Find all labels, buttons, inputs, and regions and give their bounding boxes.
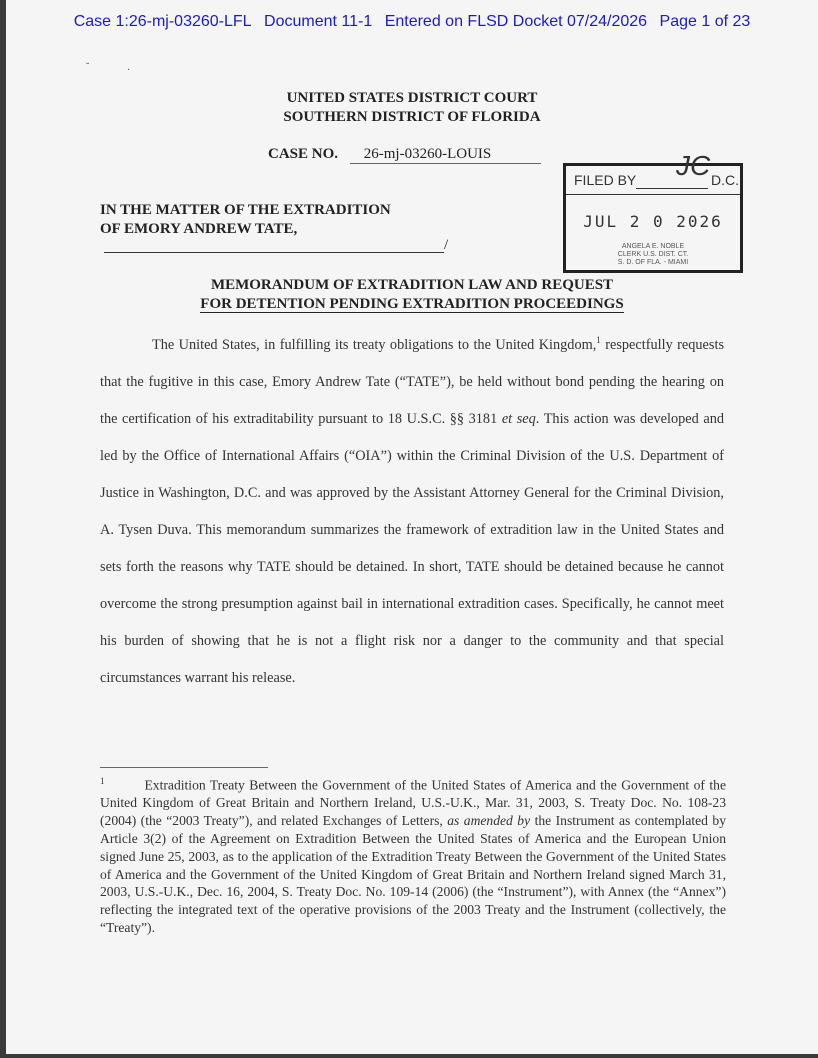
case-number-label: CASE NO. [268,146,339,162]
footnote-mark: 1 [100,776,105,786]
court-name-line1: UNITED STATES DISTRICT COURT [286,90,538,106]
header-entered: Entered on FLSD Docket 07/24/2026 [384,13,648,30]
stamp-filed-by: FILED BY [574,172,637,188]
memo-title-line2 [6,296,818,313]
header-case: Case 1:26-mj-03260-LFL [73,13,252,30]
matter-line2: OF EMORY ANDREW TATE, [100,221,298,237]
header-document: Document 11-1 [264,13,373,30]
document-page [6,0,818,1054]
footnote-text-italic: as amended by [447,813,531,829]
stamp-clerk-line1: ANGELA E. NOBLE [621,243,685,250]
paragraph-text-b: respectfully requests that the fugitive in this case, Emory Andrew Tate (“TATE”), be held without bond pending the hearing on the certification of his extraditability pursuant to 18 U.S.C. §§ 3181 [100,336,725,427]
footnote-reference[interactable]: 1 [596,335,601,345]
memo-body [100,322,724,697]
paragraph-text-a: The United States, in fulfilling its treaty obligations to the United Kingdom, [152,336,597,353]
stamp-clerk-line3: S. D. OF FLA. - MIAMI [617,259,689,266]
caption-rule [104,252,444,253]
stamp-clerk-line2: CLERK U.S. DIST. CT. [617,251,689,258]
filed-stamp [563,150,743,273]
court-name-line2: SOUTHERN DISTRICT OF FLORIDA [283,109,541,125]
memo-title-line1: MEMORANDUM OF EXTRADITION LAW AND REQUEST [210,277,614,293]
stamp-date: JUL 2 0 2026 [583,212,723,231]
matter-line1: IN THE MATTER OF THE EXTRADITION [100,202,391,218]
memo-title-line2-text: FOR DETENTION PENDING EXTRADITION PROCEEDINGS [200,296,624,312]
case-number-value: 26-mj-03260-LOUIS [350,146,542,164]
stamp-filed-line [636,188,708,189]
caption-slash: / [444,237,449,253]
paragraph-et-seq: et seq [501,410,536,427]
footnote-text-b: the Instrument as contemplated by Article 3(2) of the Agreement on Extradition Between the United States of America and the European Union signed June 25, 2003, as to the application of the Extradition Treaty Between the Government of the United States of America and the Government of the United Kingdom of Great Britain and Northern Ireland signed March 31, 2003, U.S.-U.K., Dec. 16, 2004, S. Treaty Doc. No. 109-14 (2006) (the “Instrument”), with Annex (the “Annex”) reflecting the integrated text of the operative provisions of the 2003 Treaty and the Instrument (collectively, the “Treaty”). [100,813,727,935]
header-page: Page 1 of 23 [659,13,751,30]
stamp-initials: JC [676,150,711,181]
case-number-line [268,146,541,164]
footnote-text-a: Extradition Treaty Between the Government of the United States of America and the Government of the United Kingdom of Great Britain and Northern Ireland, U.S.-U.K., Mar. 31, 2003, S. Treaty Doc. No. 108-23 (2004) (the “2003 Treaty”), and related Exchanges of Letters, [100,777,726,829]
docket-header [6,13,818,31]
footnote-separator [100,767,268,768]
memo-paragraph [100,322,724,697]
scan-specks: ˘. [86,62,168,73]
stamp-divider [566,194,740,195]
paragraph-text-c: . This action was developed and led by the Office of International Affairs (“OIA”) within the Criminal Division of the U.S. Department of Justice in Washington, D.C. and was approved by the Assistant Attorney General for the Criminal Division, A. Tysen Duva. This memorandum summarizes the framework of extradition law in the United States and sets forth the reasons why TATE should be detained. In short, TATE should be detained because he cannot overcome the strong presumption against bail in international extradition cases. Specifically, he cannot meet his burden of showing that he is not a flight risk nor a danger to the community and that special circumstances warrant his release. [100,410,725,686]
footnote-1 [100,773,726,937]
stamp-dc: D.C. [711,172,739,188]
